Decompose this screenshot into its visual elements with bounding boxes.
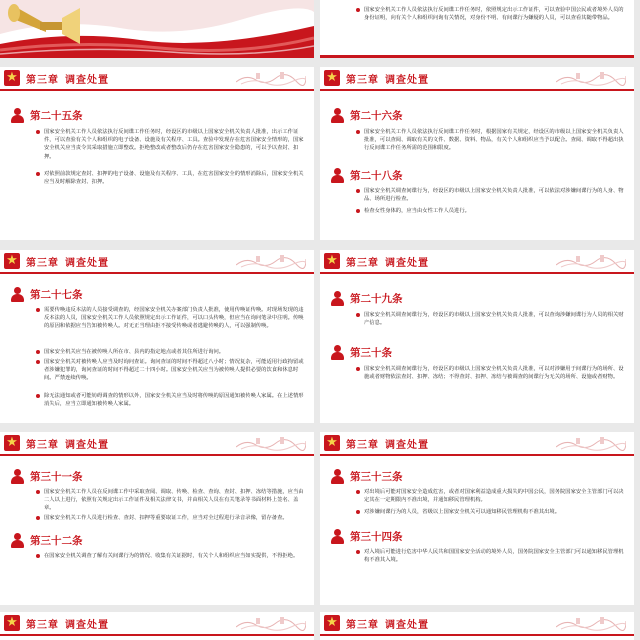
great-wall-decoration	[556, 435, 626, 451]
bullet-text: 国家安全机关工作人员依法执行反间谍工作任务时，经设区的市级以上国家安全机关负责人批准，出示工作证件，可以查验有关个人和组织的电子设备、设施及有关程序、工具。查验中发现存在危害国家安全情形的，国家安全机关应当责令其采取措施立即整改。拒绝整改或者整改后仍存在危害国家安全隐患的，可以予以查封、扣押。	[44, 128, 306, 161]
chapter-title: 第三章 调查处置	[346, 440, 429, 451]
great-wall-decoration	[556, 253, 626, 269]
article-heading: 第三十一条	[10, 468, 83, 484]
bullet-text: 对涉嫌间谍行为的人员，省级以上国家安全机关可以通知移民管理机构不准其出境。	[364, 508, 626, 516]
bullet-text: 国家安全机关应当在被传唤人所在市、县内的指定地点或者其住所进行询问。	[44, 348, 306, 356]
person-icon	[330, 529, 345, 544]
chapter-header	[0, 67, 314, 89]
slide-article-29	[320, 250, 634, 423]
bullet-text: 国家安全机关工作人员进行检查、查封、扣押等重要取证工作，应当对全过程进行录音录像，留存备查。	[44, 514, 306, 522]
great-wall-decoration	[556, 70, 626, 86]
bullet-text: 国家安全机关调查间谍行为，经设区的市级以上国家安全机关负责人批准，可以对涉嫌用于间谍行为的场所、设施或者财物依法查封、扣押、冻结；不得查封、扣押、冻结与被调查的间谍行为无关的场所、设施或者财物。	[364, 365, 626, 381]
person-icon	[330, 108, 345, 123]
chapter-header	[320, 67, 634, 89]
chapter-title: 第三章 调查处置	[346, 75, 429, 86]
star-icon: ★	[324, 70, 340, 86]
star-icon: ★	[324, 435, 340, 451]
divider	[320, 55, 634, 58]
chapter-header	[0, 250, 314, 272]
bullet-text: 国家安全机关工作人员在反间谍工作中采取查阅、调取、传唤、检查、查询、查封、扣押、冻结等措施，应当由二人以上进行，依照有关规定出示工作证件及相关法律文书，并由相关人员在有关笔录等书面材料上签名、盖章。	[44, 488, 306, 513]
bullet-text: 对出境后可能对国家安全造成危害，或者对国家利益造成重大损失的中国公民，国务院国家安全主管部门可以决定其在一定期限内不准出境，并通知移民管理机构。	[364, 488, 626, 504]
slide-next-left	[0, 612, 314, 640]
person-icon	[10, 533, 25, 548]
person-icon	[10, 287, 25, 302]
article-heading: 第二十九条	[330, 290, 403, 306]
bullet-text: 国家安全机关工作人员依法执行反间谍工作任务时，依照规定出示工作证件，可以查验中国公民或者境外人员的身份证明，向有关个人和组织问询有关情况，对身份不明、有间谍行为嫌疑的人员，可以查看其随带物品。	[364, 6, 626, 22]
star-icon: ★	[324, 615, 340, 631]
article-heading: 第二十五条	[10, 107, 83, 123]
star-icon: ★	[4, 435, 20, 451]
person-icon	[330, 291, 345, 306]
bullet-text: 对入境后可能进行危害中华人民共和国国家安全活动的境外人员，国务院国家安全主管部门可以通知移民管理机构不准其入境。	[364, 548, 626, 564]
article-heading: 第二十八条	[330, 167, 403, 183]
slide-banner	[0, 0, 314, 58]
article-heading: 第二十七条	[10, 286, 83, 302]
bullet-text: 国家安全机关对被传唤人应当及时询问查证。询问查证的时间不得超过八小时；情况复杂，可能适用行政拘留或者涉嫌犯罪的，询问查证的时间不得超过二十四小时。国家安全机关应当为被传唤人提供必要的饮食和休息时间。严禁连续传唤。	[44, 358, 306, 383]
slide-article-31	[0, 432, 314, 605]
slide-article-25	[0, 67, 314, 240]
bullet-text: 在国家安全机关调查了解有关间谍行为的情况、收集有关证据时，有关个人和组织应当如实提供，不得拒绝。	[44, 552, 306, 560]
article-heading: 第二十六条	[330, 107, 403, 123]
chapter-title: 第三章 调查处置	[346, 620, 429, 631]
slide-article-continued	[320, 0, 634, 58]
star-icon: ★	[4, 253, 20, 269]
great-wall-decoration	[556, 615, 626, 631]
article-heading: 第三十四条	[330, 528, 403, 544]
star-icon: ★	[4, 615, 20, 631]
bullet-text: 除无法通知或者可能妨碍调查的情形以外，国家安全机关应当及时将传唤的原因通知被传唤人家属。在上述情形消失后，应当立即通知被传唤人家属。	[44, 392, 306, 408]
article-heading: 第三十三条	[330, 468, 403, 484]
article-heading: 第三十条	[330, 344, 392, 360]
great-wall-decoration	[236, 70, 306, 86]
chapter-header	[320, 612, 634, 634]
bullet-text: 国家安全机关工作人员依法执行反间谍工作任务时，根据国家有关规定，经设区的市级以上国家安全机关负责人批准，可以查阅、调取有关的文件、数据、资料、物品，有关个人和组织应当予以配合。查阅、调取不得超出执行反间谍工作任务所需的范围和限度。	[364, 128, 626, 153]
chapter-header	[0, 432, 314, 454]
banner-wave-graphic	[0, 0, 314, 58]
great-wall-decoration	[236, 615, 306, 631]
bullet-text: 检查女性身体的，应当由女性工作人员进行。	[364, 207, 626, 215]
slide-article-26	[320, 67, 634, 240]
chapter-header	[320, 250, 634, 272]
bullet-text: 对依照前款规定查封、扣押的电子设备、设施及有关程序、工具，在危害国家安全的情形消除后，国家安全机关应当及时解除查封、扣押。	[44, 170, 306, 186]
star-icon: ★	[4, 70, 20, 86]
chapter-header	[320, 432, 634, 454]
chapter-header	[0, 612, 314, 634]
star-icon: ★	[324, 253, 340, 269]
great-wall-decoration	[236, 253, 306, 269]
bullet-text: 国家安全机关调查间谍行为，经设区的市级以上国家安全机关负责人批准，可以依法对涉嫌间谍行为的人身、物品、场所进行检查。	[364, 187, 626, 203]
person-icon	[330, 345, 345, 360]
slide-article-33	[320, 432, 634, 605]
bullet-text: 国家安全机关调查间谍行为，经设区的市级以上国家安全机关负责人批准，可以查询涉嫌间谍行为人员的相关财产信息。	[364, 311, 626, 327]
bullet-text: 需要传唤违反本法的人员接受调查的，经国家安全机关办案部门负责人批准，使用传唤证传唤。对现场发现的违反本法的人员，国家安全机关工作人员依照规定出示工作证件，可以口头传唤，但应当在询问笔录中注明。传唤的原因和依据应当告知被传唤人。对无正当理由拒不接受传唤或者逃避传唤的人，可以强制传唤。	[44, 306, 306, 331]
slide-next-right	[320, 612, 634, 640]
slide-article-27	[0, 250, 314, 423]
chapter-title: 第三章 调查处置	[346, 258, 429, 269]
great-wall-decoration	[236, 435, 306, 451]
person-icon	[330, 168, 345, 183]
chapter-title: 第三章 调查处置	[26, 620, 109, 631]
person-icon	[10, 469, 25, 484]
chapter-title: 第三章 调查处置	[26, 75, 109, 86]
person-icon	[330, 469, 345, 484]
person-icon	[10, 108, 25, 123]
chapter-title: 第三章 调查处置	[26, 440, 109, 451]
chapter-title: 第三章 调查处置	[26, 258, 109, 269]
article-heading: 第三十二条	[10, 532, 83, 548]
